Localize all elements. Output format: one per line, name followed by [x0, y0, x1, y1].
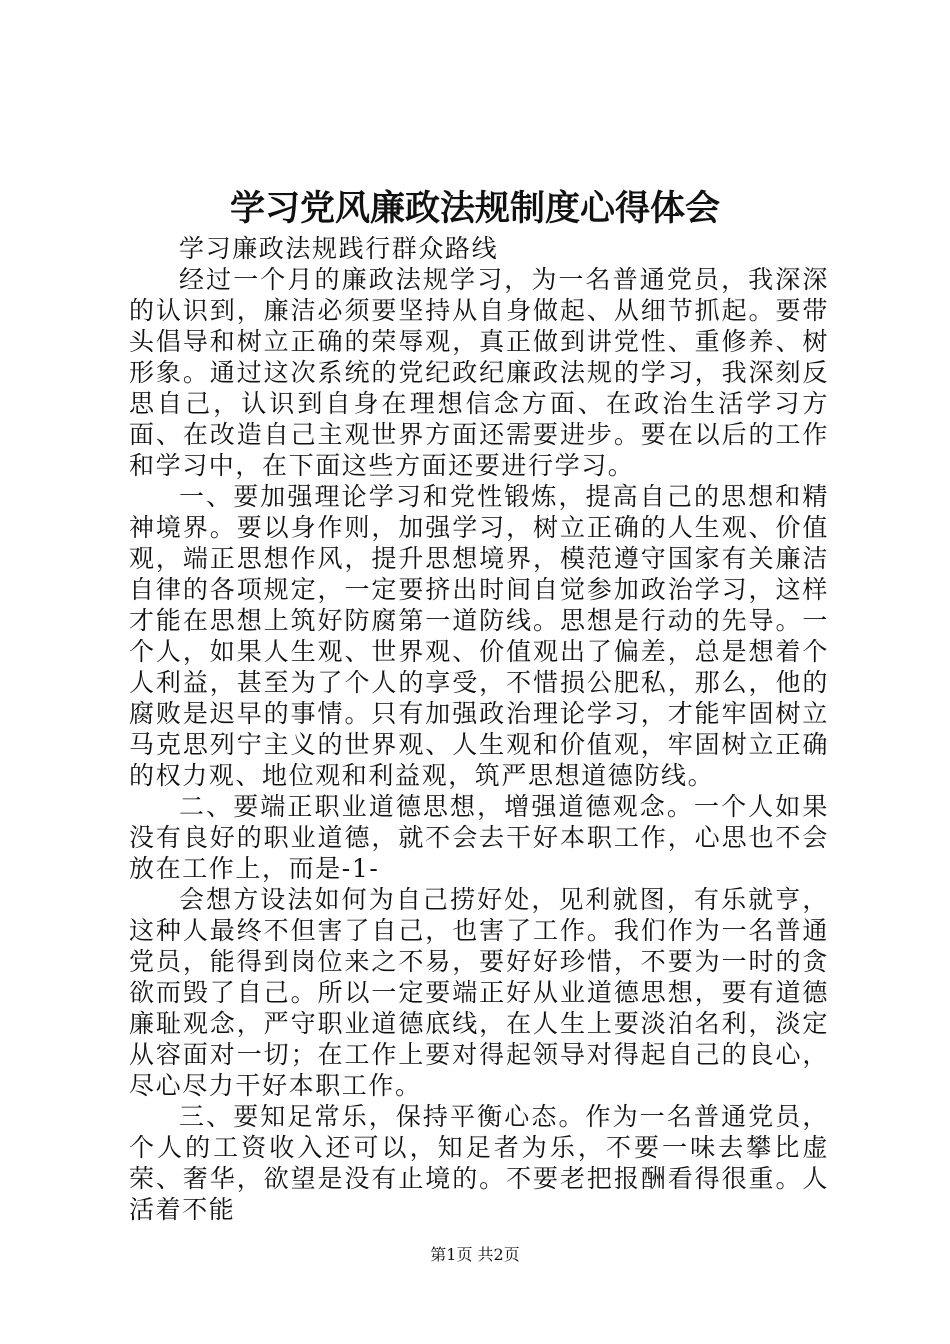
page-footer: 第1页 共2页	[430, 1245, 520, 1264]
body-paragraph: 二、要端正职业道德思想，增强道德观念。一个人如果没有良好的职业道德，就不会去干好本职工作，心思也不会放在工作上，而是-1-	[129, 792, 829, 883]
body-paragraph: 一、要加强理论学习和党性锻炼，提高自己的思想和精神境界。要以身作则，加强学习，树立正确的人生观、价值观，端正思想作风，提升思想境界，模范遵守国家有关廉洁自律的各项规定，一定要挤出时间自觉参加政治学习，这样才能在思想上筑好防腐第一道防线。思想是行动的先导。一个人，如果人生观、世界观、价值观出了偏差，总是想着个人利益，甚至为了个人的享受，不惜损公肥私，那么，他的腐败是迟早的事情。只有加强政治理论学习，才能牢固树立马克思列宁主义的世界观、人生观和价值观，牢固树立正确的权力观、地位观和利益观，筑严思想道德防线。	[129, 482, 829, 790]
body-paragraph: 会想方设法如何为自己捞好处，见利就图，有乐就亨，这种人最终不但害了自己，也害了工作。我们作为一名普通党员，能得到岗位来之不易，要好好珍惜，不要为一时的贪欲而毁了自己。所以一定要端正好从业道德思想，要有道德廉耻观念，严守职业道德底线，在人生上要淡泊名利，淡定从容面对一切；在工作上要对得起领导对得起自己的良心，尽心尽力干好本职工作。	[129, 885, 829, 1100]
subtitle-paragraph: 学习廉政法规践行群众路线	[179, 234, 499, 263]
body-paragraph: 经过一个月的廉政法规学习，为一名普通党员，我深深的认识到，廉洁必须要坚持从自身做起、从细节抓起。要带头倡导和树立正确的荣辱观，真正做到讲党性、重修养、树形象。通过这次系统的党纪政纪廉政法规的学习，我深刻反思自己，认识到自身在理想信念方面、在政治生活学习方面、在改造自己主观世界方面还需要进步。要在以后的工作和学习中，在下面这些方面还要进行学习。	[129, 265, 829, 480]
document-body	[129, 233, 829, 1225]
document-title: 学习党风廉政法规制度心得体会	[229, 188, 720, 229]
body-paragraph: 三、要知足常乐，保持平衡心态。作为一名普通党员，个人的工资收入还可以，知足者为乐，不要一味去攀比虚荣、奢华，欲望是没有止境的。不要老把报酬看得很重。人活着不能	[129, 1102, 829, 1224]
